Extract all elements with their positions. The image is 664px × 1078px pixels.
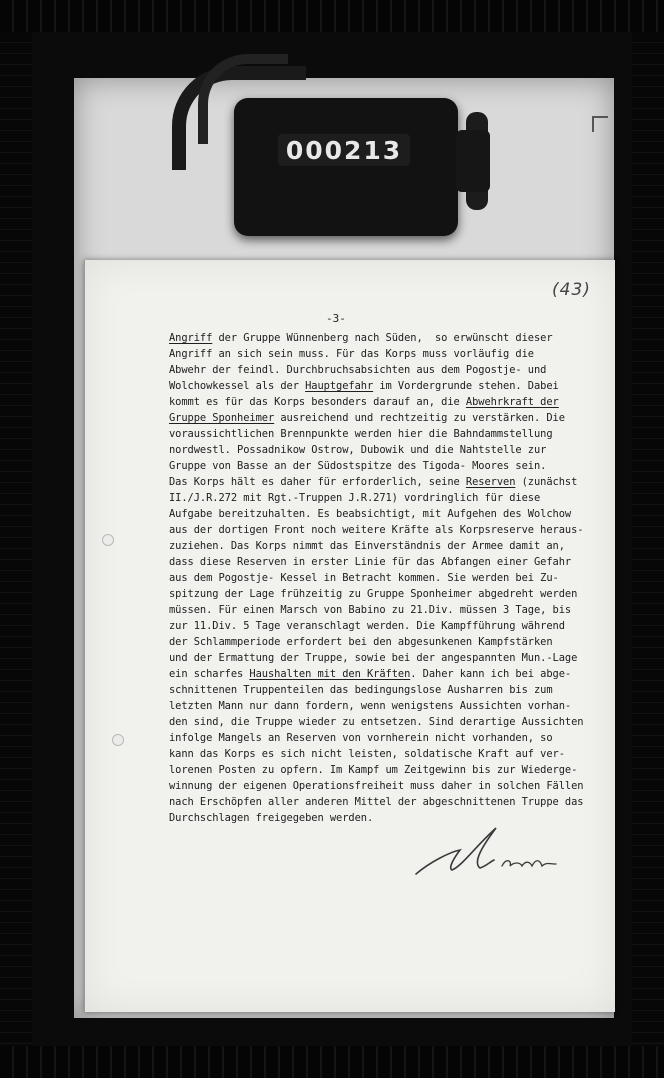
counter-window [278,134,410,166]
text-run: aus dem Pogostje- Kessel in Betracht kommen. Sie werden bei Zu- [169,572,559,585]
text-run: nordwestl. Possadnikow Ostrow, Dubowik und die Nahtstelle zur [169,444,547,457]
text-line [169,538,609,554]
folio-number: (43) [552,280,591,300]
underlined-text: Hauptgefahr [305,380,374,393]
text-line [169,666,609,682]
text-run: Angriff an sich sein muss. Für das Korps muss vorläufig die [169,348,534,361]
text-run: schnittenen Truppenteilen das bedingungslose Ausharren bis zum [169,684,553,697]
text-line [169,362,609,378]
text-line [169,602,609,618]
text-line [169,778,609,794]
text-run: dass diese Reserven in erster Linie für das Abfangen einer Gefahr [169,556,572,569]
text-line [169,346,609,362]
film-edge-top [0,0,664,32]
page-number: -3- [326,312,346,325]
text-run: . Daher kann ich bei abge- [410,668,572,681]
text-run: Aufgabe bereitzuhalten. Es beabsichtigt, mit Aufgehen des Wolchow [169,508,572,521]
underlined-text: Gruppe Sponheimer [169,412,275,425]
text-run: II./J.R.272 mit Rgt.-Truppen J.R.271) vordringlich für diese [169,492,541,505]
text-run: infolge Mangels an Reserven von vornherein nicht vorhanden, so [169,732,553,745]
underlined-text: Angriff [169,332,213,344]
film-border-right [632,32,664,1046]
text-line [169,634,609,650]
underlined-text: Haushalten mit den Kräften [249,668,411,681]
film-edge-bottom [0,1046,664,1078]
text-run: zuziehen. Das Korps nimmt das Einverständnis der Armee damit an, [169,540,565,553]
text-line [169,458,609,474]
text-line [169,570,609,586]
text-line [169,714,609,730]
text-run: den sind, die Truppe wieder zu entsetzen. Sind derartige Aussichten [169,716,584,729]
text-run: (zunächst [515,476,578,489]
text-line [169,794,609,810]
document-body [169,330,609,826]
text-run: kann das Korps es sich nicht leisten, soldatische Kraft auf ver- [169,748,565,761]
text-run: im Vordergrunde stehen. Dabei [373,380,559,393]
text-line [169,618,609,634]
text-run: der Schlammperiode erfordert bei den abgesunkenen Kampfstärken [169,636,553,649]
text-run: Abwehr der feindl. Durchbruchsabsichten aus dem Pogostje- und [169,364,547,377]
text-line [169,682,609,698]
text-run: winnung der eigenen Operationsfreiheit muss daher in solchen Fällen [169,780,584,793]
text-run: Gruppe von Basse an der Südostspitze des Tigoda- Moores sein. [169,460,547,473]
text-line [169,698,609,714]
text-line [169,650,609,666]
text-run: der Gruppe Wünnenberg nach Süden, so erwünscht dieser [212,332,553,344]
text-run: nach Erschöpfen aller anderen Mittel der abgeschnittenen Truppe das [169,796,584,809]
text-line [169,586,609,602]
counter-digits: 000213 [285,135,403,165]
punch-hole-upper [102,534,114,546]
text-run: Durchschlagen freigegeben werden. [169,812,374,825]
text-run: lorenen Posten zu opfern. Im Kampf um Zeitgewinn bis zur Wiederge- [169,764,578,777]
text-run: ein scharfes [169,668,250,681]
board-corner-mark [592,116,608,132]
text-run: aus der dortigen Front noch weitere Kräfte als Korpsreserve heraus- [169,524,584,537]
text-line [169,522,609,538]
underlined-text: Abwehrkraft der [465,396,559,409]
text-run: ausreichend und rechtzeitig zu verstärken. Die [274,412,565,425]
text-line [169,730,609,746]
text-line [169,554,609,570]
text-line [169,410,609,426]
text-run: voraussichtlichen Brennpunkte werden hier die Bahndammstellung [169,428,553,441]
text-run: spitzung der Lage frühzeitig zu Gruppe Sponheimer abgedreht werden [169,588,578,601]
underlined-text: Reserven [465,476,516,489]
text-run: kommt es für das Korps besonders darauf an, die [169,396,466,409]
text-line [169,762,609,778]
text-run: letzten Mann nur dann fordern, wenn wenigstens Aussichten vorhan- [169,700,572,713]
text-line [169,746,609,762]
text-line [169,378,609,394]
text-line [169,506,609,522]
text-line [169,330,609,346]
film-border-left [0,32,32,1046]
text-run: und der Ermattung der Truppe, sowie bei der angespannten Mun.-Lage [169,652,578,665]
text-line [169,474,609,490]
text-run: zur 11.Div. 5 Tage veranschlagt werden. Die Kampfführung während [169,620,565,633]
text-line [169,394,609,410]
text-line [169,426,609,442]
text-run: müssen. Für einen Marsch von Babino zu 21.Div. müssen 3 Tage, bis [169,604,572,617]
text-line [169,490,609,506]
counter-knob [456,130,490,192]
punch-hole-lower [112,734,124,746]
handwritten-signature [410,822,570,882]
text-run: Das Korps hält es daher für erforderlich, seine [169,476,466,489]
text-run: Wolchowkessel als der [169,380,306,393]
text-line [169,442,609,458]
frame-counter [234,98,458,236]
